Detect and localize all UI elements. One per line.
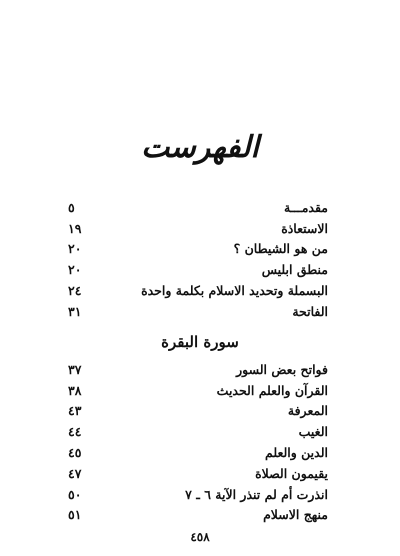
page-number: ٤٥٨	[190, 530, 210, 544]
toc-row	[68, 218, 328, 239]
toc-row	[68, 301, 328, 322]
toc-entry-page: ٣١	[68, 303, 82, 319]
toc-entry-label: الغيب	[298, 424, 328, 440]
toc-entry-page: ٤٤	[68, 424, 82, 440]
toc-row	[68, 280, 328, 301]
toc-row	[68, 197, 328, 218]
toc-entry-label: الفاتحة	[292, 303, 328, 319]
toc-entry-page: ٥	[68, 199, 75, 215]
toc-row	[68, 463, 328, 484]
toc-entry-label: يقيمون الصلاة	[255, 465, 328, 481]
toc-entry-label: منطق ابليس	[261, 262, 328, 278]
toc-row	[68, 505, 328, 526]
toc-entry-label: الاستعاذة	[281, 220, 328, 236]
toc-row	[68, 380, 328, 401]
toc-entry-page: ٢٠	[68, 241, 82, 257]
section-heading: سورة البقرة	[161, 333, 239, 351]
toc-entry-page: ٤٣	[68, 403, 82, 419]
toc-entry-label: مقدمـــة	[284, 199, 328, 215]
toc-entry-page: ٢٤	[68, 283, 82, 299]
toc-entry-label: فواتح بعض السور	[236, 361, 328, 377]
toc-row	[68, 484, 328, 505]
toc-entry-page: ٣٧	[68, 361, 82, 377]
toc-entry-page: ١٩	[68, 220, 82, 236]
toc-entry-label: انذرت أم لم تنذر الآية ٦ ـ ٧	[185, 486, 328, 502]
toc-entry-page: ٤٥	[68, 445, 82, 461]
toc-entry-label: الدين والعلم	[265, 445, 328, 461]
toc-entry-page: ٥٠	[68, 486, 82, 502]
toc-entry-label: القرآن والعلم الحديث	[216, 382, 328, 398]
toc-entry-page: ٣٨	[68, 382, 82, 398]
toc-entry-page: ٥١	[68, 507, 82, 523]
toc-row	[68, 259, 328, 280]
toc-row	[68, 359, 328, 380]
toc-entry-label: منهج الاسلام	[263, 507, 328, 523]
toc-row	[68, 401, 328, 422]
toc-row	[68, 421, 328, 442]
toc-entry-label: البسملة وتحديد الاسلام بكلمة واحدة	[141, 283, 328, 299]
toc-row	[68, 442, 328, 463]
toc-baqara-list	[68, 359, 328, 525]
toc-entry-label: المعرفة	[287, 403, 328, 419]
toc-row	[68, 239, 328, 260]
page-title: الفهرست	[141, 130, 259, 165]
toc-entry-page: ٤٧	[68, 465, 82, 481]
toc-entry-label: من هو الشيطان ؟	[233, 241, 328, 257]
toc-intro-list	[68, 197, 328, 322]
toc-entry-page: ٢٠	[68, 262, 82, 278]
